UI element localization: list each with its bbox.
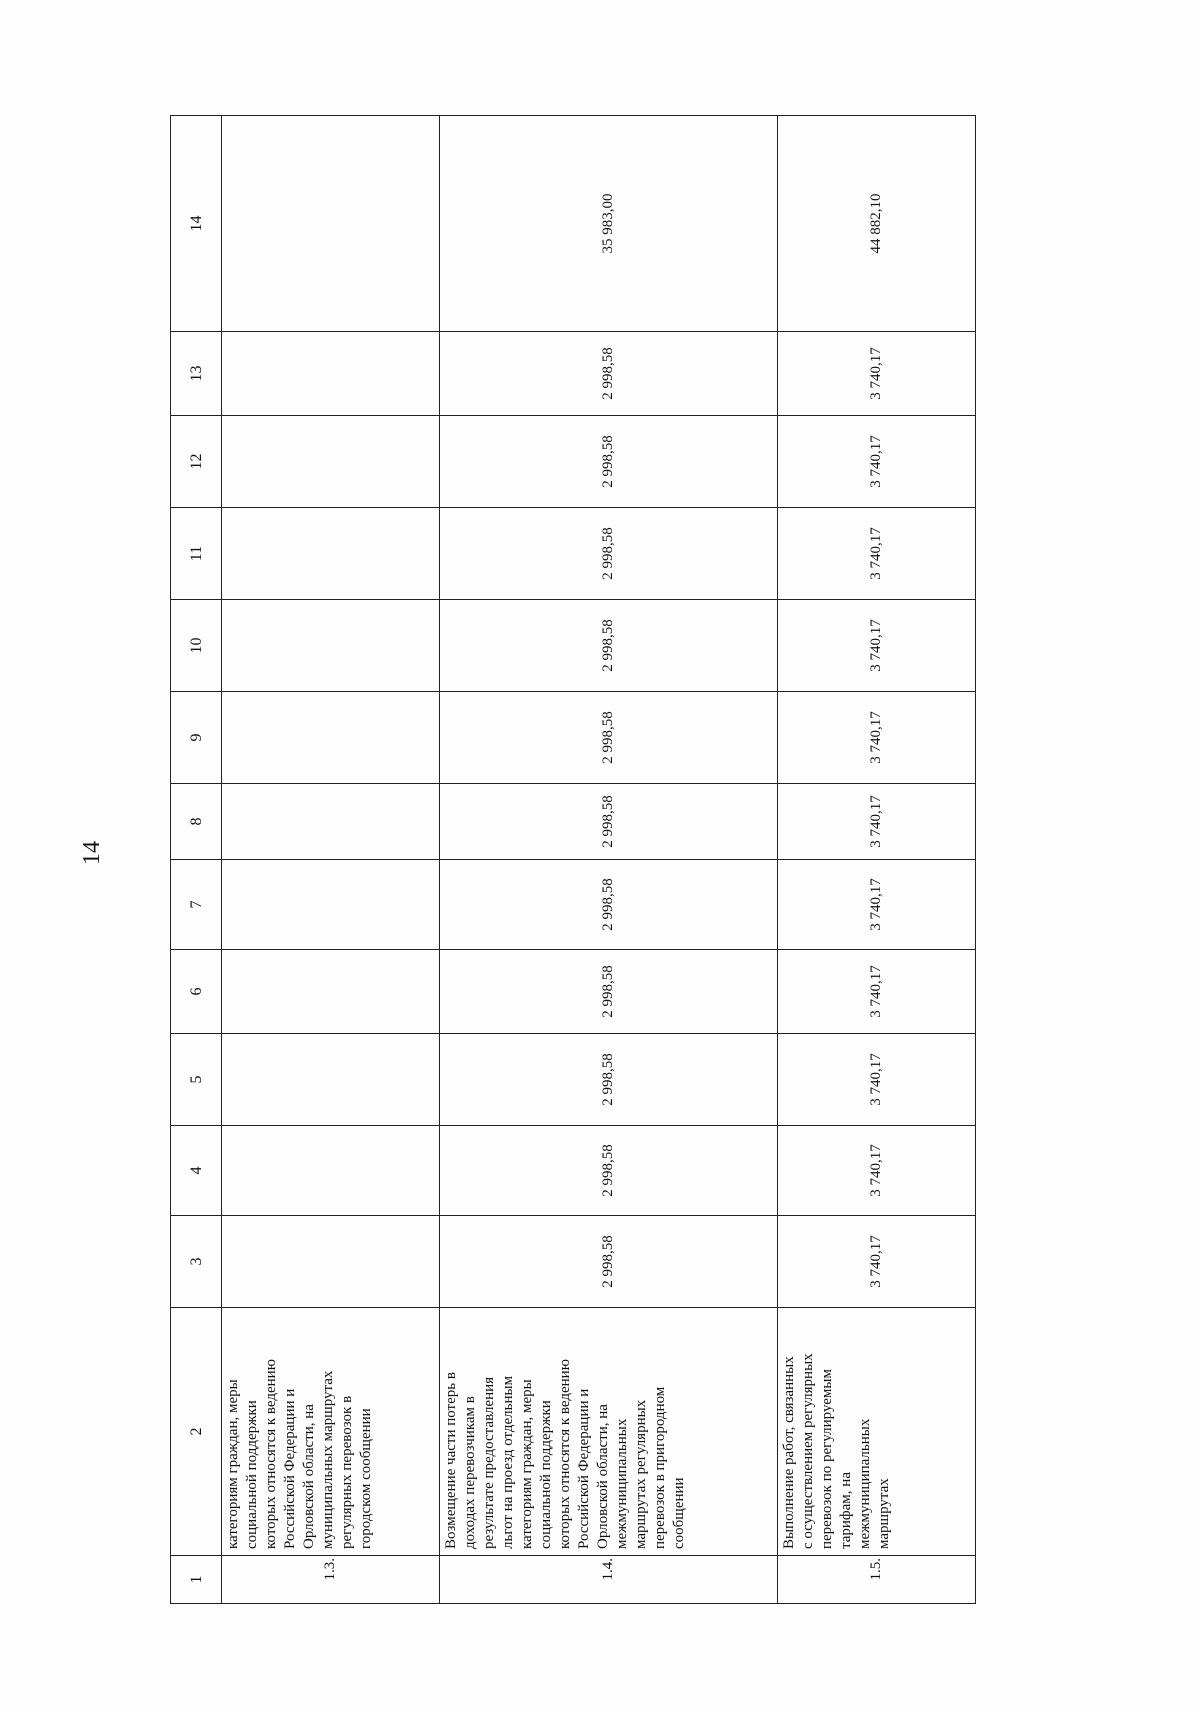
description-line: Орловской области, на	[595, 1404, 611, 1549]
header-row	[171, 116, 222, 1604]
description-line: которых относятся к ведению	[263, 1359, 279, 1549]
col-header-12: 12	[171, 416, 222, 508]
value-cell: 2 998,58	[440, 1034, 778, 1126]
description-line: Орловской области, на	[301, 1404, 317, 1549]
value-cell: 3 740,17	[778, 784, 976, 860]
row-id: 1.4.	[440, 1556, 778, 1604]
description-line: результате предоставления	[481, 1376, 497, 1549]
value-cell: 2 998,58	[440, 416, 778, 508]
value-cell: 3 740,17	[778, 332, 976, 416]
description-line: перевозок в пригородном	[652, 1386, 668, 1549]
col-header-2: 2	[171, 1308, 222, 1556]
value-cell: 3 740,17	[778, 600, 976, 692]
value-cell: 2 998,58	[440, 860, 778, 950]
description-line: тарифам, на	[838, 1472, 854, 1549]
table-row	[222, 116, 440, 1604]
description-line: Выполнение работ, связанных	[781, 1356, 797, 1549]
description-line: категориям граждан, меры	[519, 1379, 535, 1549]
description-line: Российской Федерации и	[282, 1388, 298, 1549]
description-line: Российской Федерации и	[576, 1388, 592, 1549]
table-rotation-frame	[170, 116, 976, 1604]
total-cell: 35 983,00	[440, 116, 778, 332]
value-cell	[222, 600, 440, 692]
value-cell: 2 998,58	[440, 508, 778, 600]
col-header-7: 7	[171, 860, 222, 950]
col-header-4: 4	[171, 1126, 222, 1216]
value-cell: 3 740,17	[778, 1034, 976, 1126]
description-line: городском сообщении	[358, 1408, 374, 1549]
value-cell	[222, 692, 440, 784]
description-line: доходах перевозчикам в	[462, 1396, 478, 1549]
value-cell	[222, 508, 440, 600]
value-cell: 2 998,58	[440, 950, 778, 1034]
description-line: льгот на проезд отдельным	[500, 1375, 516, 1549]
budget-table	[170, 115, 976, 1604]
row-description	[778, 1308, 976, 1556]
col-header-1: 1	[171, 1556, 222, 1604]
col-header-10: 10	[171, 600, 222, 692]
value-cell	[222, 950, 440, 1034]
value-cell	[222, 332, 440, 416]
value-cell	[222, 1034, 440, 1126]
col-header-8: 8	[171, 784, 222, 860]
col-header-13: 13	[171, 332, 222, 416]
description-line: регулярных перевозок в	[339, 1395, 355, 1549]
table-landscape	[170, 116, 976, 1604]
value-cell: 2 998,58	[440, 784, 778, 860]
description-line: социальной поддержки	[538, 1400, 554, 1549]
value-cell	[222, 1126, 440, 1216]
description-line: маршрутах регулярных	[633, 1399, 649, 1549]
row-id: 1.5.	[778, 1556, 976, 1604]
description-line: которых относятся к ведению	[557, 1359, 573, 1549]
description-line: межмуниципальных	[614, 1418, 630, 1549]
description-line: с осуществлением регулярных	[800, 1353, 816, 1549]
row-description	[440, 1308, 778, 1556]
value-cell	[222, 784, 440, 860]
value-cell: 3 740,17	[778, 950, 976, 1034]
row-id: 1.3.	[222, 1556, 440, 1604]
col-header-5: 5	[171, 1034, 222, 1126]
description-line: маршрутах	[876, 1478, 892, 1549]
value-cell: 2 998,58	[440, 332, 778, 416]
table-row	[778, 116, 976, 1604]
value-cell	[222, 1216, 440, 1308]
description-line: перевозок по регулируемым	[819, 1369, 835, 1549]
description-line: муниципальных маршрутах	[320, 1370, 336, 1549]
value-cell: 2 998,58	[440, 1216, 778, 1308]
total-cell	[222, 116, 440, 332]
page-number: 14	[79, 841, 105, 865]
description-line: категориям граждан, меры	[225, 1379, 241, 1549]
value-cell: 3 740,17	[778, 508, 976, 600]
row-description	[222, 1308, 440, 1556]
description-line: социальной поддержки	[244, 1400, 260, 1549]
value-cell: 3 740,17	[778, 692, 976, 784]
description-line: межмуниципальных	[857, 1418, 873, 1549]
description-line: сообщении	[671, 1477, 687, 1549]
value-cell: 3 740,17	[778, 1126, 976, 1216]
value-cell	[222, 416, 440, 508]
value-cell: 3 740,17	[778, 1216, 976, 1308]
col-header-3: 3	[171, 1216, 222, 1308]
col-header-11: 11	[171, 508, 222, 600]
value-cell	[222, 860, 440, 950]
value-cell: 2 998,58	[440, 600, 778, 692]
col-header-14: 14	[171, 116, 222, 332]
value-cell: 2 998,58	[440, 692, 778, 784]
col-header-9: 9	[171, 692, 222, 784]
description-line: Возмещение части потерь в	[443, 1372, 459, 1549]
value-cell: 3 740,17	[778, 416, 976, 508]
value-cell: 2 998,58	[440, 1126, 778, 1216]
table-row	[440, 116, 778, 1604]
total-cell: 44 882,10	[778, 116, 976, 332]
value-cell: 3 740,17	[778, 860, 976, 950]
col-header-6: 6	[171, 950, 222, 1034]
